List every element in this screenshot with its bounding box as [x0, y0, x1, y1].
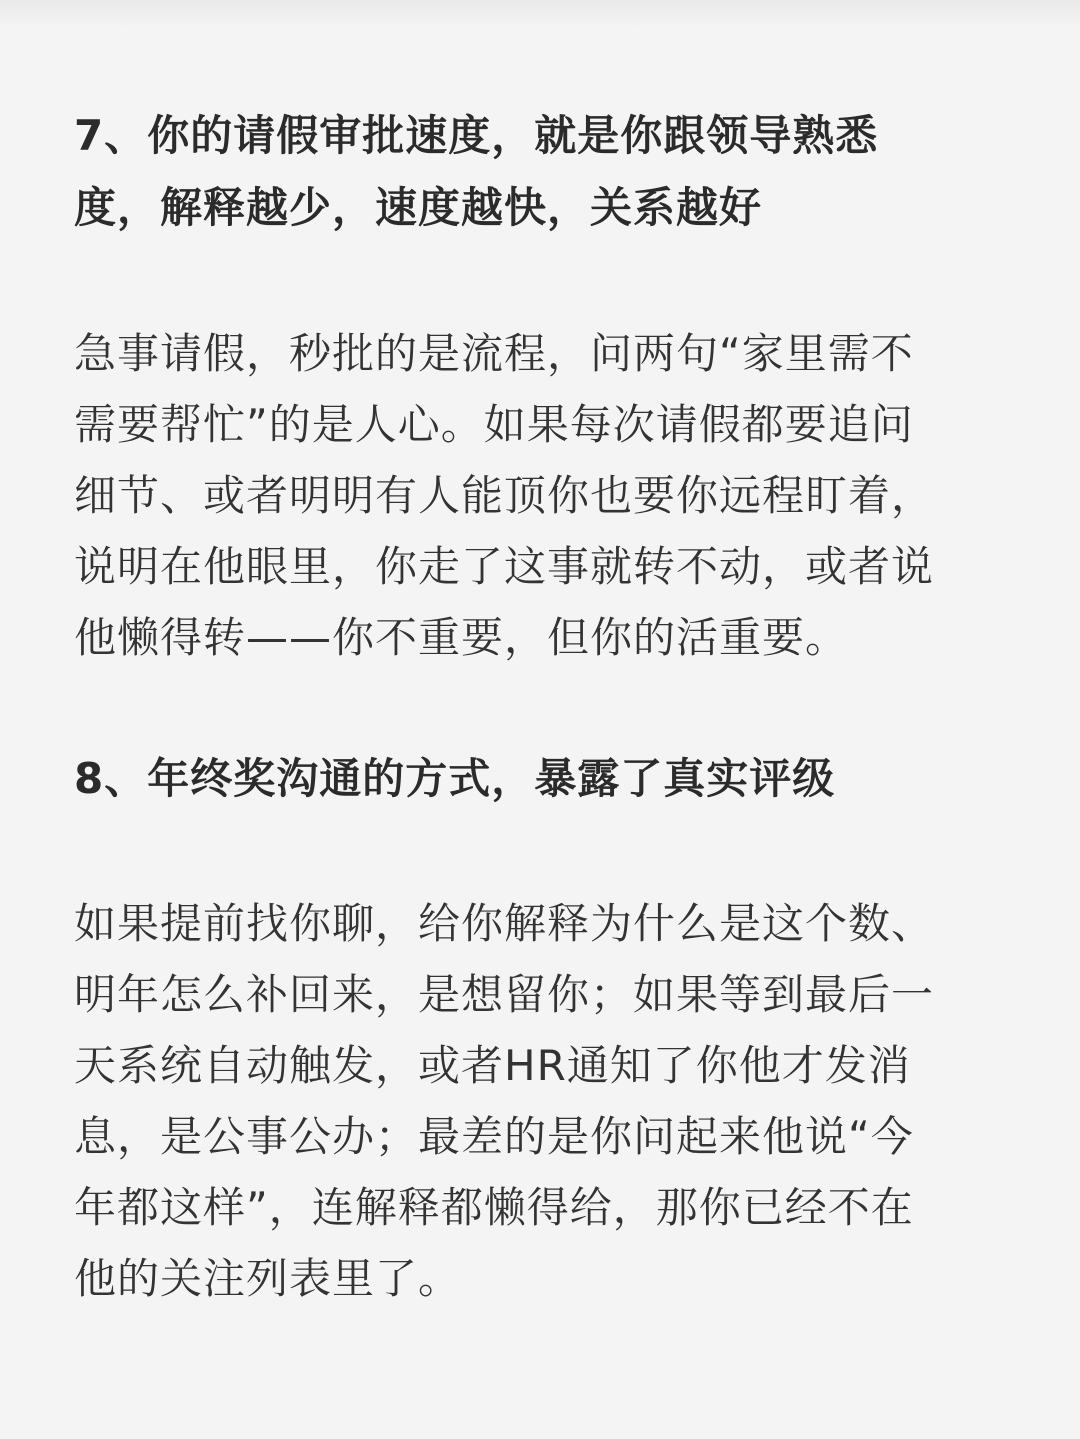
body-line: 他的关注列表里了。	[74, 1254, 462, 1303]
section-8-heading	[74, 743, 1014, 815]
heading-line: 度，解释越少，速度越快，关系越好	[74, 183, 763, 232]
body-line: 明年怎么补回来，是想留你；如果等到最后一	[74, 970, 935, 1019]
section-7-body	[74, 318, 1014, 673]
body-line: 天系统自动触发，或者HR通知了你他才发消	[74, 1041, 911, 1090]
body-line: 如果提前找你聊，给你解释为什么是这个数、	[74, 899, 935, 948]
body-line: 需要帮忙”的是人心。如果每次请假都要追问	[74, 400, 914, 449]
section-7-heading	[74, 100, 1014, 244]
body-line: 他懒得转——你不重要，但你的活重要。	[74, 613, 849, 662]
section-8-body	[74, 888, 1014, 1314]
heading-line: 8、年终奖沟通的方式，暴露了真实评级	[74, 754, 836, 803]
body-line: 说明在他眼里，你走了这事就转不动，或者说	[74, 542, 935, 591]
heading-line: 7、你的请假审批速度，就是你跟领导熟悉	[74, 111, 879, 160]
body-line: 细节、或者明明有人能顶你也要你远程盯着，	[74, 471, 935, 520]
top-edge-shadow	[0, 0, 1080, 28]
body-line: 年都这样”，连解释都懒得给，那你已经不在	[74, 1183, 914, 1232]
body-line: 急事请假，秒批的是流程，问两句“家里需不	[74, 329, 914, 378]
body-line: 息，是公事公办；最差的是你问起来他说“今	[74, 1112, 914, 1161]
